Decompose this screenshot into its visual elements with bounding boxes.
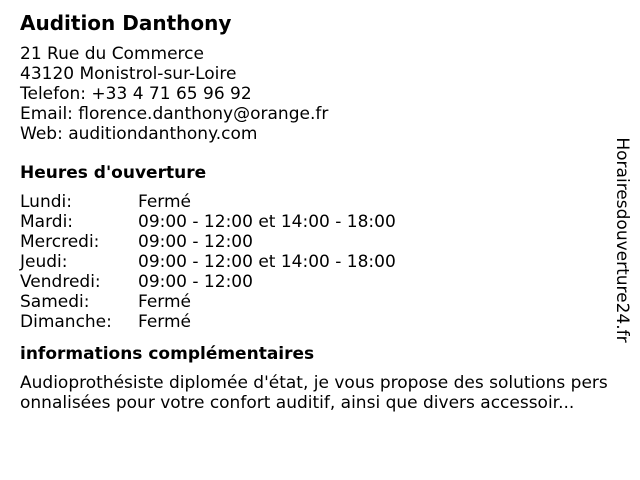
opening-hours-list xyxy=(20,192,610,332)
city-address: 43120 Monistrol-sur-Loire xyxy=(20,64,237,84)
day-hours: 09:00 - 12:00 xyxy=(138,232,253,252)
day-label: Mardi: xyxy=(20,212,74,232)
business-name: Audition Danthony xyxy=(20,11,232,35)
hours-row-samedi xyxy=(20,292,610,312)
day-hours: 09:00 - 12:00 et 14:00 - 18:00 xyxy=(138,212,396,232)
info-heading: informations complémentaires xyxy=(20,344,315,364)
business-card xyxy=(20,10,610,413)
site-watermark: Horairesdouverture24.fr xyxy=(612,137,632,343)
website: Web: auditiondanthony.com xyxy=(20,124,258,144)
day-hours: Fermé xyxy=(138,192,192,212)
contact-block xyxy=(20,44,610,144)
day-hours: Fermé xyxy=(138,292,192,312)
day-hours: 09:00 - 12:00 et 14:00 - 18:00 xyxy=(138,252,396,272)
hours-row-vendredi xyxy=(20,272,610,292)
email-address: Email: florence.danthony@orange.fr xyxy=(20,104,329,124)
hours-heading: Heures d'ouverture xyxy=(20,163,207,183)
hours-row-mercredi xyxy=(20,232,610,252)
phone-number: Telefon: +33 4 71 65 96 92 xyxy=(20,84,252,104)
hours-row-mardi xyxy=(20,212,610,232)
hours-row-jeudi xyxy=(20,252,610,272)
day-label: Samedi: xyxy=(20,292,90,312)
day-label: Dimanche: xyxy=(20,312,112,332)
day-hours: 09:00 - 12:00 xyxy=(138,272,253,292)
street-address: 21 Rue du Commerce xyxy=(20,44,204,64)
day-label: Mercredi: xyxy=(20,232,100,252)
hours-row-lundi xyxy=(20,192,610,212)
day-label: Jeudi: xyxy=(20,252,68,272)
hours-row-dimanche xyxy=(20,312,610,332)
day-hours: Fermé xyxy=(138,312,192,332)
info-description: Audioprothésiste diplomée d'état, je vous propose des solutions personnalisées pour votre confort auditif, ainsi que divers accessoir... xyxy=(20,373,608,413)
day-label: Vendredi: xyxy=(20,272,101,292)
day-label: Lundi: xyxy=(20,192,72,212)
